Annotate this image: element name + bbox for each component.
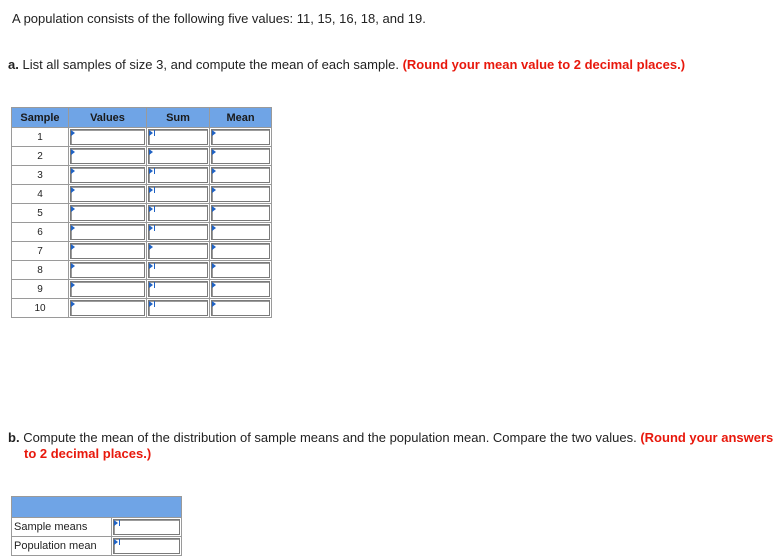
sum-cell [147,280,210,299]
mean-cell [210,280,272,299]
header-sum: Sum [147,108,210,128]
sum-cell [147,223,210,242]
table-row [12,537,182,556]
part-a-text: List all samples of size 3, and compute the mean of each sample. [22,57,399,72]
values-input[interactable] [70,243,145,259]
sample-means-input[interactable] [113,519,180,535]
values-input[interactable] [70,167,145,183]
means-table-header [12,497,182,518]
sum-input[interactable] [148,186,208,202]
table-row [12,261,272,280]
mean-cell [210,128,272,147]
sum-input[interactable] [148,262,208,278]
table-row [12,280,272,299]
sum-cell [147,242,210,261]
mean-cell [210,261,272,280]
values-cell [69,128,147,147]
sum-cell [147,166,210,185]
sample-number: 10 [12,299,69,318]
part-a-note: (Round your mean value to 2 decimal places.) [402,57,686,72]
mean-cell [210,223,272,242]
sum-cell [147,261,210,280]
mean-input[interactable] [211,129,270,145]
sum-input[interactable] [148,167,208,183]
means-table-header-bar [12,497,182,518]
sample-number: 9 [12,280,69,299]
mean-input[interactable] [211,186,270,202]
mean-cell [210,185,272,204]
part-b-prompt [8,430,779,462]
values-input[interactable] [70,205,145,221]
sum-input[interactable] [148,205,208,221]
values-input[interactable] [70,224,145,240]
values-cell [69,147,147,166]
sum-input[interactable] [148,300,208,316]
mean-cell [210,147,272,166]
mean-input[interactable] [211,300,270,316]
values-cell [69,166,147,185]
population-mean-input[interactable] [113,538,180,554]
mean-cell [210,204,272,223]
header-values: Values [69,108,147,128]
mean-cell [210,299,272,318]
values-input[interactable] [70,186,145,202]
part-a-letter: a. [8,57,19,72]
values-cell [69,223,147,242]
table-row [12,518,182,537]
population-mean-cell [112,537,182,556]
sum-input[interactable] [148,148,208,164]
problem-intro: A population consists of the following five values: 11, 15, 16, 18, and 19. [12,11,426,26]
samples-table-header [12,108,272,128]
header-mean: Mean [210,108,272,128]
table-row [12,128,272,147]
mean-input[interactable] [211,262,270,278]
sum-cell [147,147,210,166]
sum-cell [147,299,210,318]
sample-number: 5 [12,204,69,223]
table-row [12,147,272,166]
values-input[interactable] [70,129,145,145]
table-row [12,223,272,242]
values-cell [69,299,147,318]
values-cell [69,204,147,223]
table-row [12,299,272,318]
means-table [11,496,182,556]
sample-number: 2 [12,147,69,166]
sum-cell [147,185,210,204]
sum-input[interactable] [148,224,208,240]
table-row [12,204,272,223]
mean-input[interactable] [211,243,270,259]
mean-cell [210,242,272,261]
table-row [12,242,272,261]
header-sample: Sample [12,108,69,128]
sum-cell [147,128,210,147]
part-b-letter: b. [8,430,20,445]
values-cell [69,280,147,299]
sample-number: 6 [12,223,69,242]
mean-input[interactable] [211,205,270,221]
samples-table [11,107,272,318]
sum-input[interactable] [148,281,208,297]
population-mean-label: Population mean [12,537,112,556]
sum-input[interactable] [148,129,208,145]
table-row [12,166,272,185]
mean-input[interactable] [211,167,270,183]
sample-number: 8 [12,261,69,280]
part-b-text: Compute the mean of the distribution of sample means and the population mean. Compare the two values. [23,430,637,445]
values-input[interactable] [70,262,145,278]
values-cell [69,242,147,261]
sum-cell [147,204,210,223]
table-row [12,185,272,204]
sample-number: 3 [12,166,69,185]
values-input[interactable] [70,148,145,164]
part-b-note: (Round your answers to 2 decimal places.) [24,430,774,461]
values-input[interactable] [70,300,145,316]
sum-input[interactable] [148,243,208,259]
mean-input[interactable] [211,281,270,297]
part-a-prompt [8,57,685,73]
values-cell [69,261,147,280]
values-input[interactable] [70,281,145,297]
sample-means-label: Sample means [12,518,112,537]
sample-number: 4 [12,185,69,204]
sample-number: 7 [12,242,69,261]
sample-means-cell [112,518,182,537]
values-cell [69,185,147,204]
sample-number: 1 [12,128,69,147]
mean-input[interactable] [211,148,270,164]
mean-cell [210,166,272,185]
mean-input[interactable] [211,224,270,240]
